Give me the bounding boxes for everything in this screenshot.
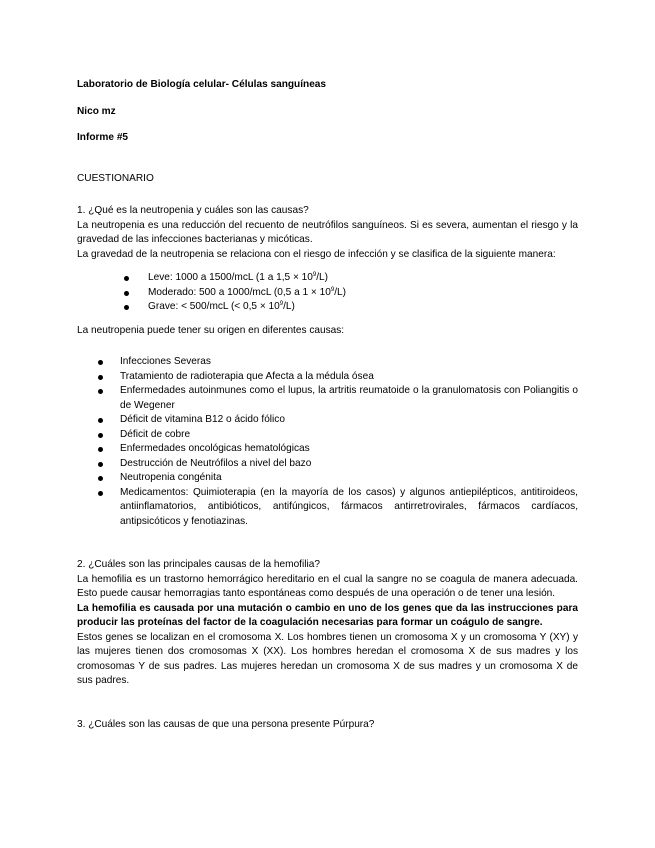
- severity-list: [124, 271, 578, 315]
- q2-paragraph-2: La hemofilia es causada por una mutación o cambio en uno de los genes que da las instrucciones para producir las proteínas del factor de la coagulación necesarias para formar un coágulo de sangre.: [77, 602, 578, 628]
- question-1-heading: 1. ¿Qué es la neutropenia y cuáles son las causas?: [77, 205, 309, 216]
- list-item: Medicamentos: Quimioterapia (en la mayoría de los casos) y algunos antiepilépticos, antitiroideos, antiinflamatorios, antibióticos, antifúngicos, fármacos antirretrovirales, fármacos cardíacos, antipsicóticos y fenotiazinas.: [98, 486, 578, 530]
- list-item: Enfermedades oncológicas hematológicas: [98, 442, 578, 457]
- causes-list: [98, 355, 578, 529]
- list-item: Déficit de cobre: [98, 428, 578, 443]
- section-title: CUESTIONARIO: [77, 172, 154, 184]
- document-body: [77, 78, 578, 732]
- bullet-icon: [98, 360, 103, 365]
- severity-item: Grave: < 500/mcL (< $0,5 \times 10^9/L$): [124, 300, 578, 315]
- bullet-icon: [98, 462, 103, 467]
- severity-item: Leve: 1000 a 1500/mcL (1 a $1,5 \times 10^9/L$): [124, 271, 578, 286]
- bullet-icon: [98, 418, 103, 423]
- bullet-icon: [98, 491, 103, 496]
- bullet-icon: [98, 433, 103, 438]
- list-item: Destrucción de Neutrófilos a nivel del bazo: [98, 457, 578, 472]
- doc-author: Nico mz: [77, 105, 116, 117]
- bullet-icon: [124, 291, 129, 296]
- bullet-icon: [98, 447, 103, 452]
- bullet-icon: [98, 375, 103, 380]
- list-item: Neutropenia congénita: [98, 471, 578, 486]
- bullet-icon: [98, 476, 103, 481]
- severity-item: Moderado: 500 a 1000/mcL (0,5 a $1 \times 10^9/L$): [124, 286, 578, 301]
- question-2-heading: 2. ¿Cuáles son las principales causas de la hemofilia?: [77, 559, 320, 570]
- question-3-heading: 3. ¿Cuáles son las causas de que una persona presente Púrpura?: [77, 718, 375, 730]
- bullet-icon: [98, 389, 103, 394]
- list-item: Infecciones Severas: [98, 355, 578, 370]
- doc-report-number: Informe #5: [77, 132, 129, 143]
- doc-title: Laboratorio de Biología celular- Células sanguíneas: [77, 79, 327, 90]
- list-item: Enfermedades autoinmunes como el lupus, la artritis reumatoide o la granulomatosis con Poliangitis o de Wegener: [98, 384, 578, 413]
- list-item: Tratamiento de radioterapia que Afecta a la médula ósea: [98, 370, 578, 385]
- q1-paragraph-1: La neutropenia es una reducción del recuento de neutrófilos sanguíneos. Si es severa, aumentan el riesgo y la gravedad de las infecciones bacterianas y micóticas.: [77, 219, 578, 245]
- q2-paragraph-1: La hemofilia es un trastorno hemorrágico hereditario en el cual la sangre no se coagula de manera adecuada. Esto puede causar hemorragias tanto espontáneas como después de una operación o de tener una lesión.: [77, 573, 578, 599]
- list-item: Déficit de vitamina B12 o ácido fólico: [98, 413, 578, 428]
- bullet-icon: [124, 305, 129, 310]
- q2-paragraph-3: Estos genes se localizan en el cromosoma X. Los hombres tienen un cromosoma X y un cromosoma Y (XY) y las mujeres tienen dos cromosomas X (XX). Los hombres heredan el cromosoma X de sus madres y los cromosomas Y de sus padres. Las mujeres heredan un cromosoma X de sus madres y un cromosoma X de sus padres.: [77, 631, 578, 686]
- q1-paragraph-2: La gravedad de la neutropenia se relaciona con el riesgo de infección y se clasifica de la siguiente manera:: [77, 248, 556, 260]
- q1-paragraph-3: La neutropenia puede tener su origen en diferentes causas:: [77, 324, 345, 336]
- bullet-icon: [124, 276, 129, 281]
